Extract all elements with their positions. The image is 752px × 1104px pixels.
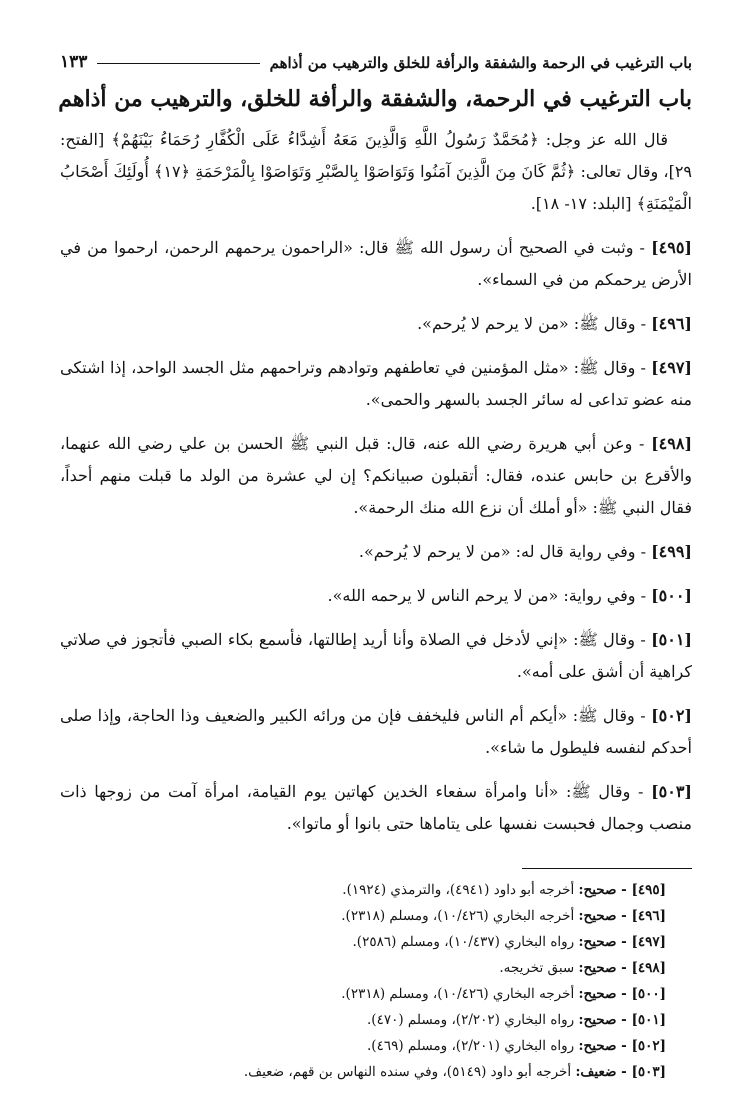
footnote-number: [٥٠٠] bbox=[631, 986, 666, 1002]
footnote-item bbox=[60, 955, 666, 981]
footnote-item bbox=[60, 903, 666, 929]
hadith-number: [٥٠١] bbox=[651, 630, 692, 649]
footnote-number: [٤٩٨] bbox=[631, 960, 666, 976]
hadith-text: - وفي رواية قال له: «من لا يرحم لا يُرحم». bbox=[358, 542, 652, 561]
header-rule bbox=[97, 63, 259, 64]
hadith-paragraph bbox=[60, 352, 692, 416]
footnote-grade: - صحيح: bbox=[578, 882, 632, 898]
footnote-grade: - صحيح: bbox=[578, 1012, 632, 1028]
hadith-paragraph bbox=[60, 624, 692, 688]
footnote-item bbox=[60, 981, 666, 1007]
footnote-grade: - صحيح: bbox=[578, 960, 632, 976]
footnote-grade: - صحيح: bbox=[578, 986, 632, 1002]
running-header bbox=[60, 44, 692, 72]
hadith-number: [٤٩٥] bbox=[651, 238, 692, 257]
footnote-number: [٤٩٥] bbox=[631, 882, 666, 898]
footnote-separator bbox=[522, 868, 692, 869]
hadith-number: [٥٠٢] bbox=[651, 706, 692, 725]
hadith-number: [٤٩٨] bbox=[651, 434, 693, 453]
hadith-text: - وفي رواية: «من لا يرحم الناس لا يرحمه الله». bbox=[327, 586, 652, 605]
main-text bbox=[60, 124, 692, 840]
hadith-text: - وقال ﷺ: «إني لأدخل في الصلاة وأنا أريد إطالتها، فأسمع بكاء الصبي فأتجوز في صلاتي كراهية أن أشق على أمه». bbox=[60, 630, 692, 681]
footnote-text: أخرجه أبو داود (٥١٤٩)، وفي سنده النهاس بن قهم، ضعيف. bbox=[243, 1064, 576, 1080]
hadith-number: [٤٩٦] bbox=[651, 314, 692, 333]
footnote-grade: - صحيح: bbox=[578, 1038, 632, 1054]
footnote-number: [٤٩٦] bbox=[631, 908, 666, 924]
hadith-paragraph bbox=[60, 232, 692, 296]
footnote-number: [٥٠١] bbox=[631, 1012, 666, 1028]
hadith-paragraph bbox=[60, 700, 692, 764]
footnote-grade: - صحيح: bbox=[578, 934, 632, 950]
page-number: ١٣٣ bbox=[60, 52, 88, 72]
hadith-number: [٤٩٩] bbox=[651, 542, 692, 561]
footnote-number: [٥٠٣] bbox=[631, 1064, 666, 1080]
chapter-title: باب الترغيب في الرحمة، والشفقة والرأفة للخلق، والترهيب من أذاهم bbox=[58, 86, 692, 112]
footnotes bbox=[60, 877, 692, 1085]
hadith-paragraph bbox=[60, 536, 692, 568]
hadith-paragraph bbox=[60, 580, 692, 612]
running-title: باب الترغيب في الرحمة والشفقة والرأفة للخلق والترهيب من أذاهم bbox=[269, 54, 692, 72]
hadith-text: - وقال ﷺ: «مثل المؤمنين في تعاطفهم وتوادهم وتراحمهم مثل الجسد الواحد، إذا اشتكى منه عضو تداعى له سائر الجسد بالسهر والحمى». bbox=[60, 358, 692, 409]
hadith-paragraph bbox=[60, 308, 692, 340]
hadith-number: [٥٠٣] bbox=[651, 782, 692, 801]
footnote-item bbox=[60, 1033, 666, 1059]
footnote-item bbox=[60, 929, 666, 955]
footnote-text: رواه البخاري (٢/٢٠١)، ومسلم (٤٦٩). bbox=[367, 1038, 579, 1054]
hadith-paragraph bbox=[60, 776, 692, 840]
hadith-text: - وعن أبي هريرة رضي الله عنه، قال: قبل النبي ﷺ الحسن بن علي رضي الله عنهما، والأقرع بن حابس عنده، فقال: أتقبلون صبيانكم؟ إن لي عشرة من الولد ما قبلت منهم أحداً، فقال النبي ﷺ: «أو أملك أن نزع الله منك الرحمة». bbox=[60, 434, 693, 517]
hadith-text: - وثبت في الصحيح أن رسول الله ﷺ قال: «الراحمون يرحمهم الرحمن، ارحموا من في الأرض يرحمكم من في السماء». bbox=[60, 238, 692, 289]
hadith-number: [٤٩٧] bbox=[651, 358, 692, 377]
intro-paragraph: قال الله عز وجل: ﴿مُحَمَّدٌ رَسُولُ اللَّهِ وَالَّذِينَ مَعَهُ أَشِدَّاءُ عَلَى الْكُفَّارِ رُحَمَاءُ بَيْنَهُمْ﴾ [الفتح: ٢٩]، وقال تعالى: ﴿ثُمَّ كَانَ مِنَ الَّذِينَ آمَنُوا وَتَوَاصَوْا بِالصَّبْرِ وَتَوَاصَوْا بِالْمَرْحَمَةِ ﴿١٧﴾ أُولَئِكَ أَصْحَابُ الْمَيْمَنَةِ﴾ [البلد: ١٧- ١٨]. bbox=[60, 130, 692, 213]
footnote-number: [٤٩٧] bbox=[631, 934, 666, 950]
footnote-text: رواه البخاري (١٠/٤٣٧)، ومسلم (٢٥٨٦). bbox=[352, 934, 579, 950]
footnote-item bbox=[60, 1007, 666, 1033]
footnote-item bbox=[60, 877, 666, 903]
footnote-text: أخرجه البخاري (١٠/٤٢٦)، ومسلم (٢٣١٨). bbox=[341, 986, 579, 1002]
footnote-text: أخرجه أبو داود (٤٩٤١)، والترمذي (١٩٢٤). bbox=[342, 882, 579, 898]
footnote-grade: - ضعيف: bbox=[575, 1064, 632, 1080]
footnote-text: أخرجه البخاري (١٠/٤٢٦)، ومسلم (٢٣١٨). bbox=[341, 908, 579, 924]
hadith-text: - وقال ﷺ: «من لا يرحم لا يُرحم». bbox=[417, 314, 652, 333]
hadith-text: - وقال ﷺ: «أنا وامرأة سفعاء الخدين كهاتين يوم القيامة، امرأة آمت من زوجها ذات منصب وجمال فحبست نفسها على يتاماها حتى بانوا أو ماتوا». bbox=[60, 782, 692, 833]
hadith-paragraph bbox=[60, 428, 692, 524]
footnote-item bbox=[60, 1059, 666, 1085]
footnote-number: [٥٠٢] bbox=[631, 1038, 666, 1054]
hadith-number: [٥٠٠] bbox=[651, 586, 692, 605]
footnote-grade: - صحيح: bbox=[578, 908, 632, 924]
footnote-text: سبق تخريجه. bbox=[499, 960, 579, 976]
footnote-text: رواه البخاري (٢/٢٠٢)، ومسلم (٤٧٠). bbox=[367, 1012, 579, 1028]
hadith-text: - وقال ﷺ: «أيكم أم الناس فليخفف فإن من ورائه الكبير والضعيف وذا الحاجة، وإذا صلى أحدكم لنفسه فليطول ما شاء». bbox=[60, 706, 692, 757]
